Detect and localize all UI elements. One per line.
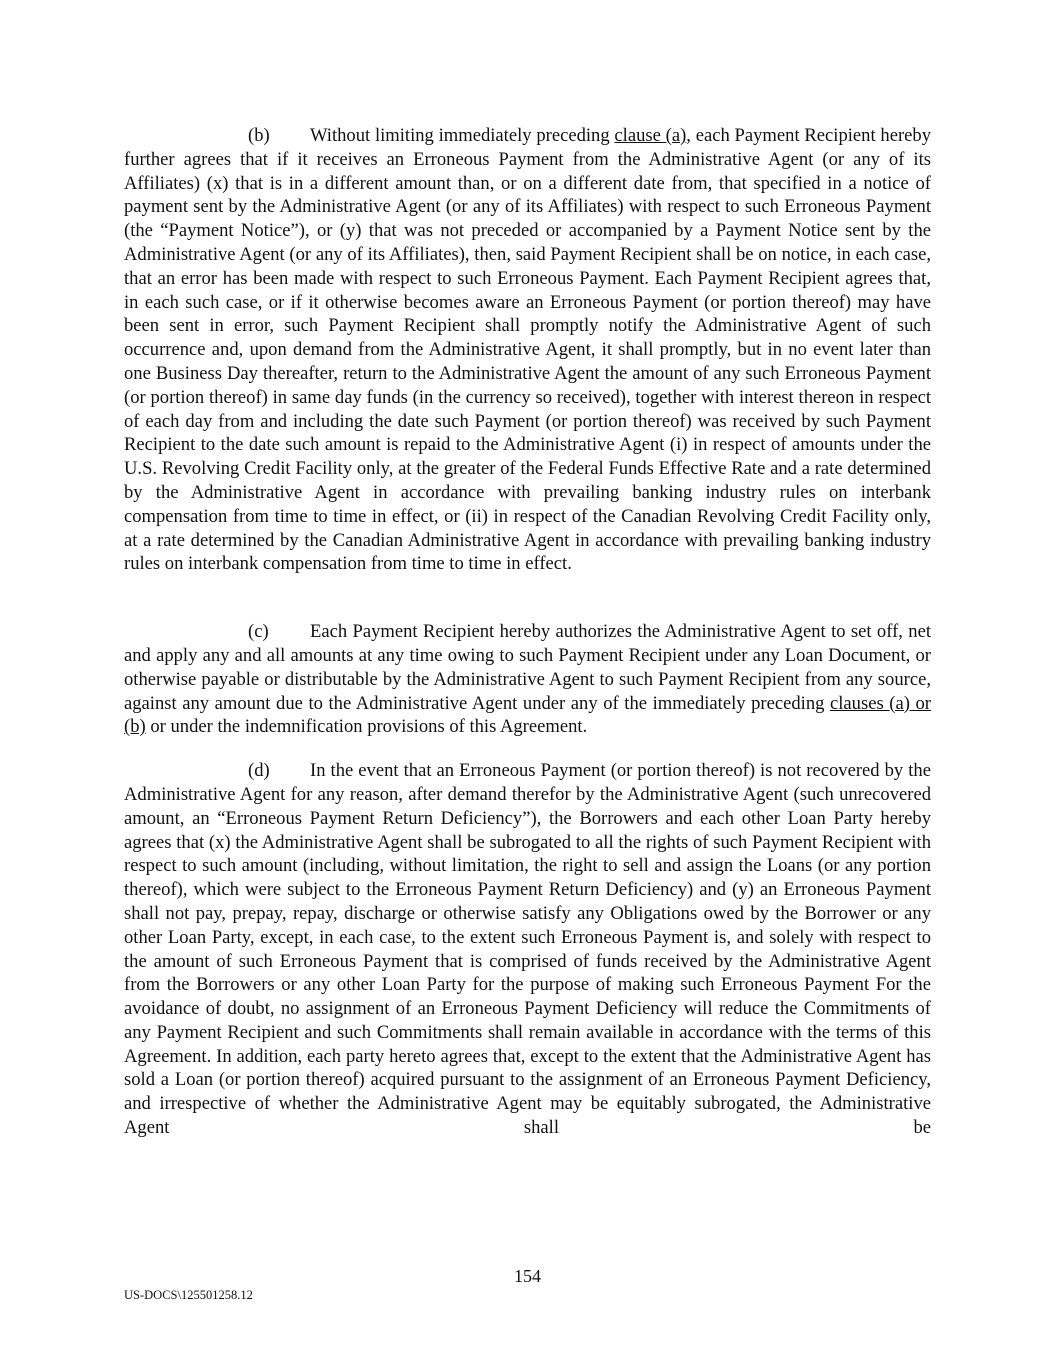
- paragraph-d: [124, 759, 931, 1140]
- paragraph-d-text: In the event that an Erroneous Payment (or portion thereof) is not recovered by the Administrative Agent for any reason, after demand therefor by the Administrative Agent (such unrecovered amount, an “Erroneous Payment Return Deficiency”), the Borrowers and each other Loan Party hereby agrees that (x) the Administrative Agent shall be subrogated to all the rights of such Payment Recipient with respect to such amount (including, without limitation, the right to sell and assign the Loans (or any portion thereof), which were subject to the Erroneous Payment Return Deficiency) and (y) an Erroneous Payment shall not pay, prepay, repay, discharge or otherwise satisfy any Obligations owed by the Borrower or any other Loan Party, except, in each case, to the extent such Erroneous Payment is, and solely with respect to the amount of such Erroneous Payment that is comprised of funds received by the Administrative Agent from the Borrowers or any other Loan Party for the purpose of making such Erroneous Payment For the avoidance of doubt, no assignment of an Erroneous Payment Deficiency will reduce the Commitments of any Payment Recipient and such Commitments shall remain available in accordance with the terms of this Agreement. In addition, each party hereto agrees that, except to the extent that the Administrative Agent has sold a Loan (or portion thereof) acquired pursuant to the assignment of an Erroneous Payment Deficiency, and irrespective of whether the Administrative Agent may be equitably subrogated, the Administrative Agent shall be: [124, 760, 931, 1139]
- paragraph-c-number: (c): [248, 621, 269, 643]
- paragraph-d-number: (d): [248, 760, 270, 782]
- paragraph-b-number: (b): [248, 125, 270, 146]
- paragraph-c-text-start: Each Payment Recipient hereby authorizes the Administrative Agent to set off, net and apply any and all amounts at any time owing to such Payment Recipient under any Loan Document, or otherwise payable or distributable by the Administrative Agent to such Payment Recipient from any source, against any amount due to the Administrative Agent under any of the immediately preceding: [124, 621, 931, 714]
- paragraph-c: [124, 620, 931, 739]
- paragraph-c-text-rest: or under the indemnification provisions of this Agreement.: [145, 716, 588, 738]
- clause-a-reference: clause (a): [614, 125, 687, 146]
- paragraph-b: [124, 124, 931, 576]
- paragraph-b-text-start: Without limiting immediately preceding: [310, 125, 615, 146]
- paragraph-b-text-rest: , each Payment Recipient hereby further agrees that if it receives an Erroneous Payment from the Administrative Agent (or any of its Affiliates) (x) that is in a different amount than, or on a different date from, that specified in a notice of payment sent by the Administrative Agent (or any of its Affiliates) with respect to such Erroneous Payment (the “Payment Notice”), or (y) that was not preceded or accompanied by a Payment Notice sent by the Administrative Agent (or any of its Affiliates), then, said Payment Recipient shall be on notice, in each case, that an error has been made with respect to such Erroneous Payment. Each Payment Recipient agrees that, in each such case, or if it otherwise becomes aware an Erroneous Payment (or portion thereof) may have been sent in error, such Payment Recipient shall promptly notify the Administrative Agent of such occurrence and, upon demand from the Administrative Agent, it shall promptly, but in no event later than one Business Day thereafter, return to the Administrative Agent the amount of any such Erroneous Payment (or portion thereof) in same day funds (in the currency so received), together with interest thereon in respect of each day from and including the date such Payment (or portion thereof) was received by such Payment Recipient to the date such amount is repaid to the Administrative Agent (i) in respect of amounts under the U.S. Revolving Credit Facility only, at the greater of the Federal Funds Effective Rate and a rate determined by the Administrative Agent in accordance with prevailing banking industry rules on interbank compensation from time to time in effect, or (ii) in respect of the Canadian Revolving Credit Facility only, at a rate determined by the Canadian Administrative Agent in accordance with prevailing banking industry rules on interbank compensation from time to time in effect.: [124, 125, 931, 575]
- paragraph-spacer: [124, 576, 931, 620]
- clauses-a-b-reference: clauses (a) or (b): [124, 692, 931, 738]
- paragraph-spacer: [124, 739, 931, 759]
- page-number: 154: [514, 1266, 541, 1286]
- document-page: [124, 124, 931, 1140]
- document-id: US-DOCS\125501258.12: [124, 1288, 253, 1302]
